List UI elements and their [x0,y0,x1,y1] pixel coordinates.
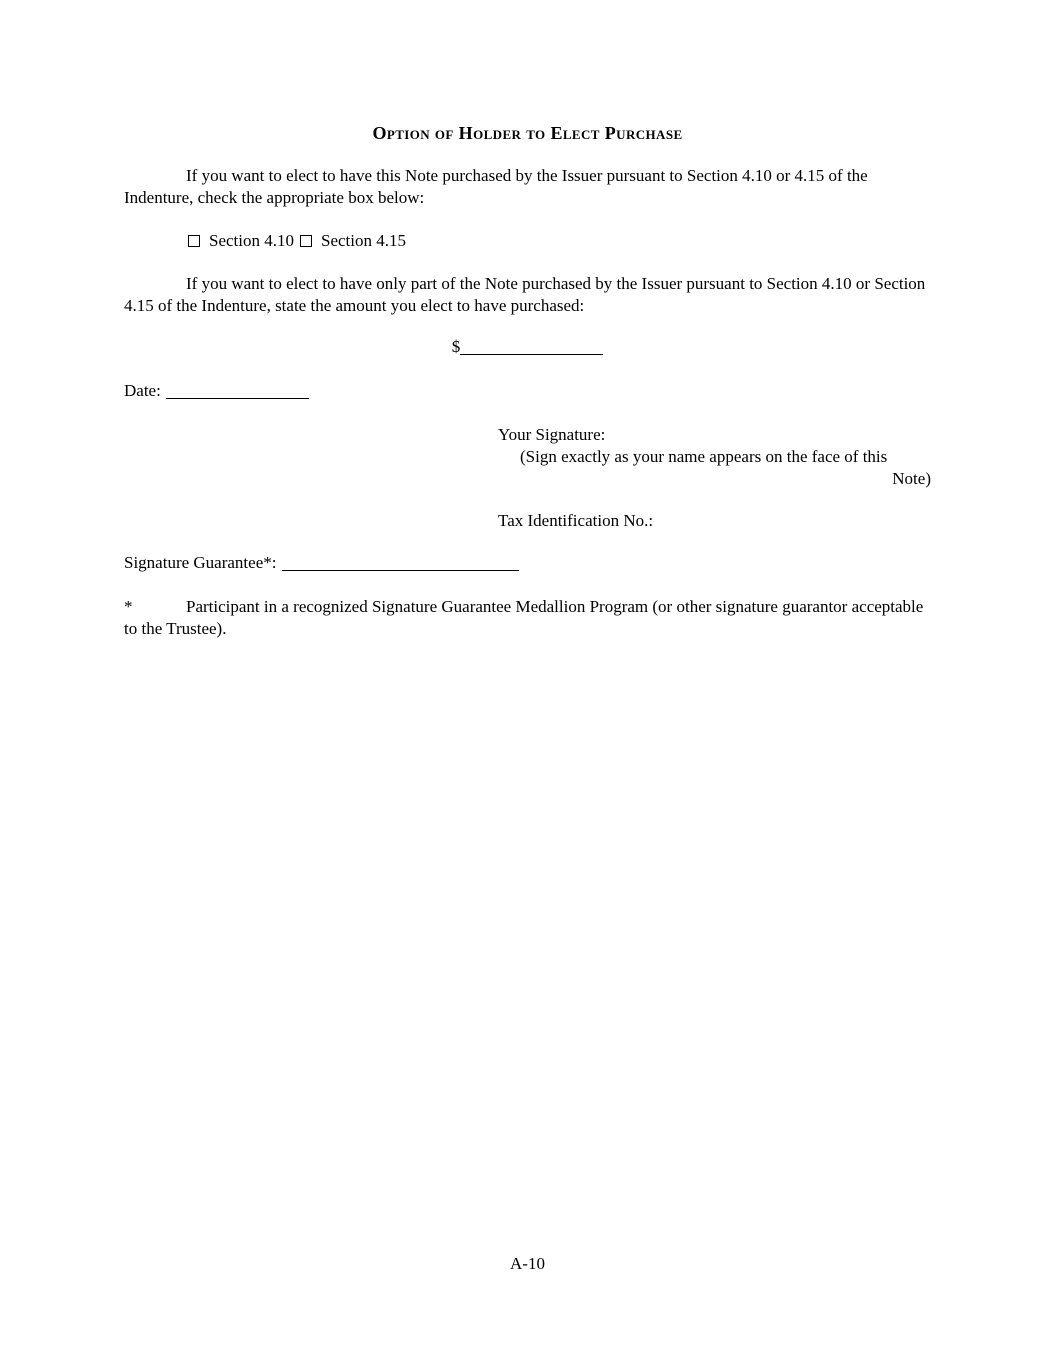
tax-id-label: Tax Identification No.: [498,511,654,530]
signature-instruction-line1: (Sign exactly as your name appears on the face of this [520,447,888,466]
document-title: Option of Holder to Elect Purchase [372,123,683,143]
footnote-text: Participant in a recognized Signature Guarantee Medallion Program (or other signature guarantor acceptable to the Trustee). [124,597,924,638]
section-410-checkbox[interactable] [188,235,200,247]
signature-guarantee-blank-field[interactable] [282,557,519,571]
section-415-label: Section 4.15 [321,231,406,250]
amount-blank-field[interactable] [460,341,603,355]
signature-guarantee-label: Signature Guarantee*: [124,553,277,572]
checkbox-row [188,230,406,252]
section-410-label: Section 4.10 [209,231,294,250]
date-blank-field[interactable] [166,385,309,399]
paragraph-elect-partial: If you want to elect to have only part of the Note purchased by the Issuer pursuant to Section 4.10 or Section 4.15 of the Indenture, state the amount you elect to have purchased: [124,274,926,315]
signature-guarantee-line [124,552,519,574]
section-415-checkbox[interactable] [300,235,312,247]
paragraph-elect-full: If you want to elect to have this Note purchased by the Issuer pursuant to Section 4.10 or 4.15 of the Indenture, check the appropriate box below: [124,166,868,207]
amount-line [0,336,1055,358]
date-line [124,380,309,402]
signature-instruction-line2: Note) [892,469,931,488]
footnote-marker: * [124,597,133,616]
your-signature-label: Your Signature: [498,425,606,444]
dollar-sign: $ [451,337,461,356]
page-number: A-10 [510,1254,545,1273]
date-label: Date: [124,381,161,400]
footnote [124,596,932,640]
